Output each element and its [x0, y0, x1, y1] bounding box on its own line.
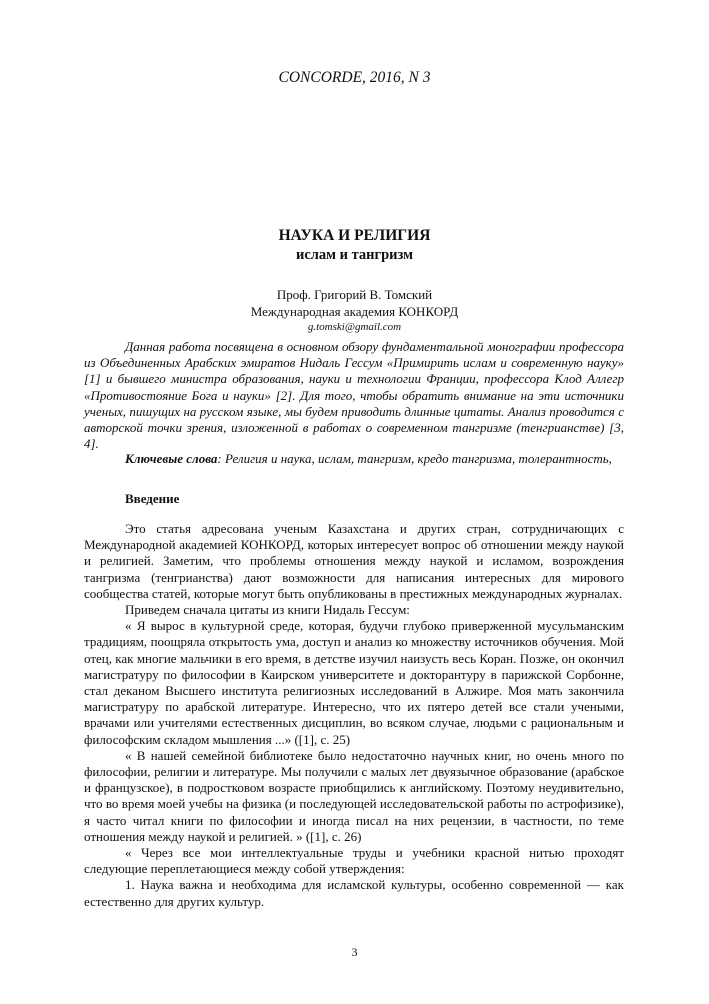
- paragraph: Приведем сначала цитаты из книги Нидаль Гессум:: [125, 602, 410, 618]
- abstract: Данная работа посвящена в основном обзору фундаментальной монографии профессора из Объединенных Арабских эмиратов Нидаль Гессум «Примирить ислам и современную науку» [1] и бывшего министра образования, науки и технологии Франции, профессора Клод Аллегр «Противостояние Бога и науки» [2]. Для того, чтобы обратить внимание на эти источники ученых, пишущих на русском языке, мы будем приводить длинные цитаты. Анализ проводится с авторской точки зрения, изложенной в работах о современном тангризме (тенгрианстве) [3, 4].: [84, 339, 624, 452]
- quote-paragraph: « В нашей семейной библиотеке было недостаточно научных книг, но очень много по философии, религии и литературе. Мы получили с малых лет двуязычное образование (арабское и французское), в подростковом возрасте приобщились к английскому. Поэтому неудивительно, что во время моей учебы на физика (и последующей исследовательской работы по астрофизике), я часто читал книги по философии и иногда писал на них рецензии, в частности, по теме отношения между наукой и религией. » ([1], с. 26): [84, 747, 624, 844]
- running-head: CONCORDE, 2016, N 3: [278, 69, 431, 86]
- quote-paragraph: « Через все мои интеллектуальные труды и учебники красной нитью проходят следующие переплетающиеся между собой утверждения:: [84, 845, 624, 877]
- article-subtitle: ислам и тангризм: [295, 247, 414, 263]
- author-name: Проф. Григорий В. Томский: [276, 287, 433, 302]
- keywords-text: : Религия и наука, ислам, тангризм, кредо тангризма, толерантность,: [217, 451, 612, 466]
- paragraph: Это статья адресована ученым Казахстана и других стран, сотрудничающих с Международной академией КОНКОРД, которых интересует вопрос об отношении между наукой и религией. Заметим, что проблемы отношения между наукой и исламом, возрождения тангризма (тенгрианства) дают возможности для написания интересных для мирового сообщества статей, которые могут быть опубликованы в престижных международных журналах.: [84, 521, 624, 601]
- list-item: 1. Наука важна и необходима для исламской культуры, особенно современной — как естественно для других культур.: [84, 877, 624, 909]
- author-email: g.tomski@gmail.com: [307, 321, 402, 333]
- article-title: НАУКА И РЕЛИГИЯ: [278, 227, 431, 244]
- body-text: [84, 521, 624, 910]
- author-block: [0, 286, 709, 335]
- keywords: [84, 451, 624, 467]
- section-heading-introduction: Введение: [125, 491, 180, 506]
- quote-paragraph: « Я вырос в культурной среде, которая, будучи глубоко приверженной мусульманским традициям, поощряла открытость ума, доступ и анализ ко множеству источников обучения. Мой отец, как многие мальчики в его время, в детстве изучил наизусть весь Коран. Позже, он окончил магистратуру по философии в Каирском университете и докторантуру в парижской Сорбонне, стал деканом Высшего института религиозных исследований в Алжире. Моя мать закончила магистратуру по арабской литературе. Интересно, что их пятеро детей все стали учеными, врачами или учителями естественных дисциплин, во всяком случае, людьми с рациональным и философским складом мышления ...» ([1], с. 25): [84, 618, 624, 747]
- keywords-label: Ключевые слова: [125, 451, 218, 466]
- author-affiliation: Международная академия КОНКОРД: [250, 304, 459, 319]
- page-number: 3: [351, 945, 358, 959]
